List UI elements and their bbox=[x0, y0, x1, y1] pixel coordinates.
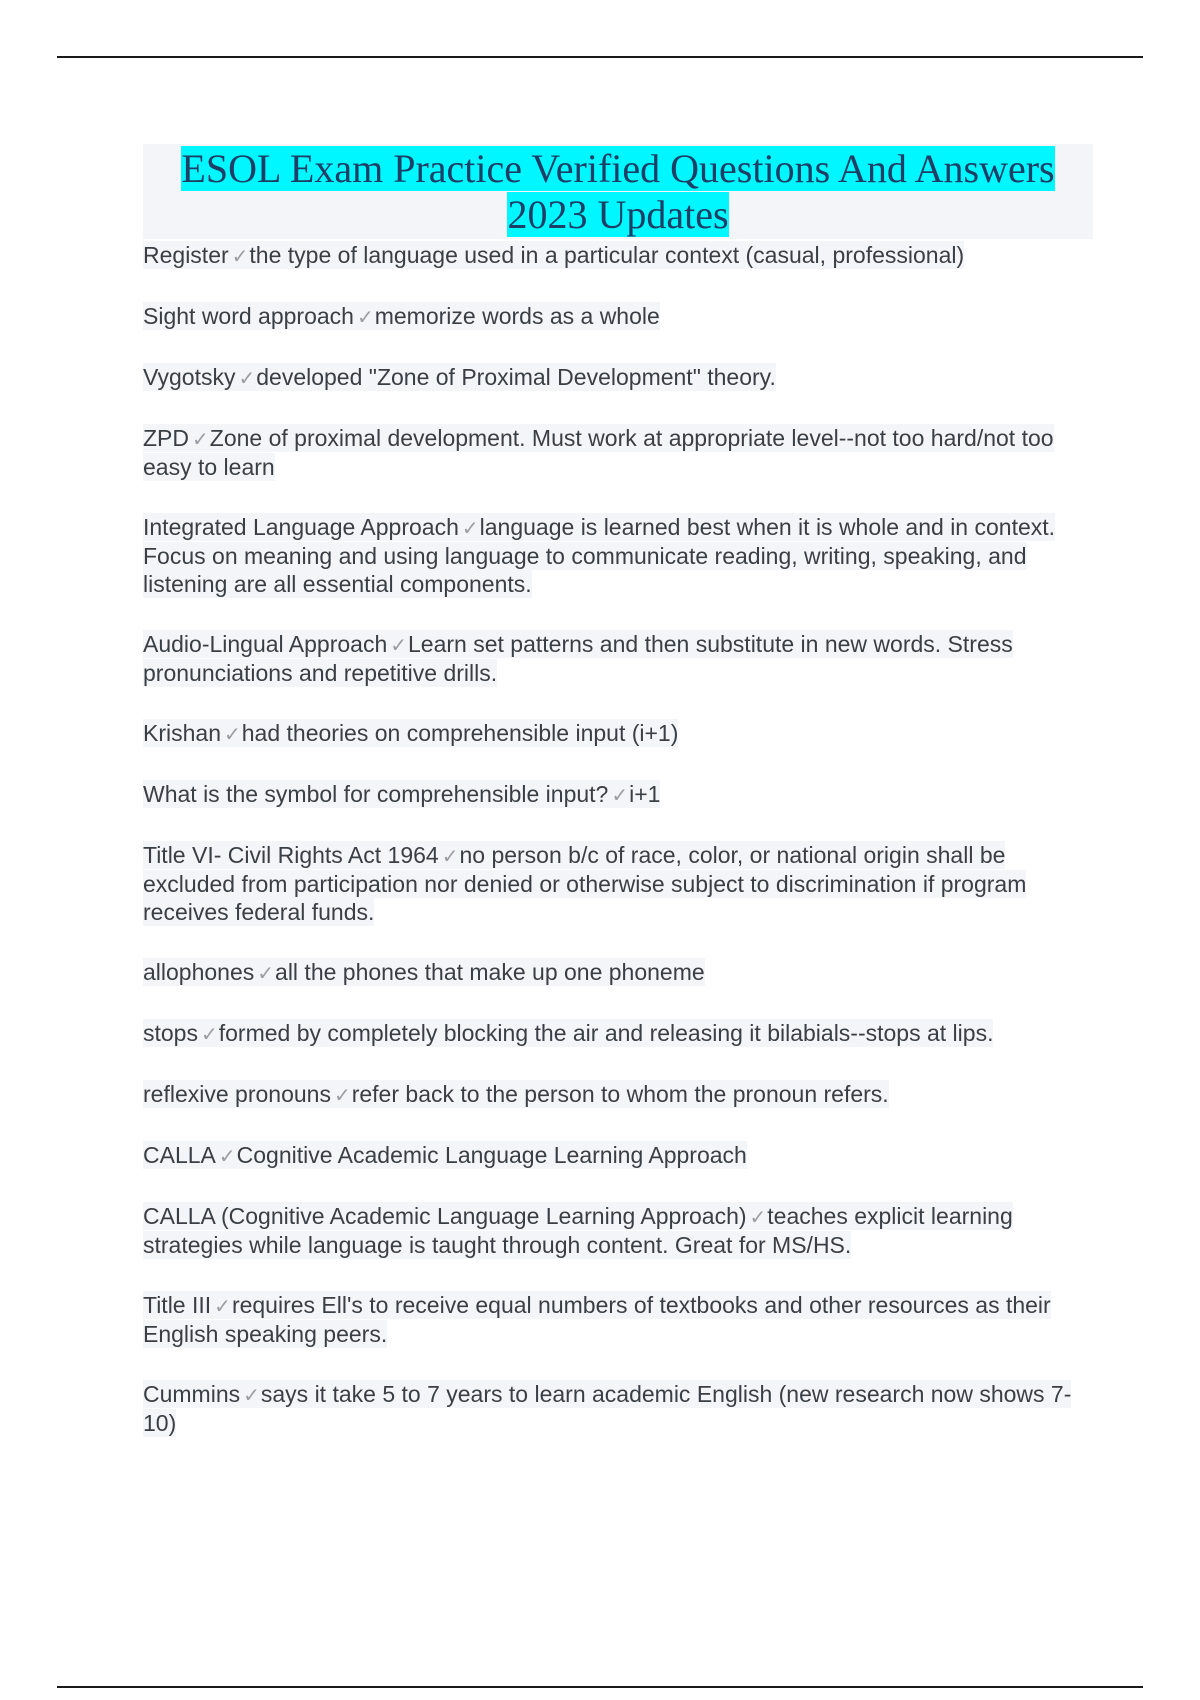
qa-answer: teaches explicit learning strategies while language is taught through content. Great for MS/HS. bbox=[143, 1203, 1013, 1258]
qa-item bbox=[143, 1141, 1093, 1170]
qa-term: What is the symbol for comprehensible input? bbox=[143, 781, 609, 807]
check-icon: ✓ bbox=[243, 1383, 260, 1407]
check-icon: ✓ bbox=[356, 305, 374, 329]
qa-term: Vygotsky bbox=[143, 364, 236, 390]
qa-answer: no person b/c of race, color, or national origin shall be excluded from participation nor denied or otherwise subject to discrimination if program receives federal funds. bbox=[143, 842, 1027, 925]
check-icon: ✓ bbox=[257, 961, 275, 985]
check-icon: ✓ bbox=[611, 783, 629, 807]
qa-item bbox=[143, 958, 1093, 987]
qa-item-text bbox=[143, 1291, 1051, 1348]
qa-term: Sight word approach bbox=[143, 303, 354, 329]
qa-answer: Cognitive Academic Language Learning Approach bbox=[236, 1142, 747, 1168]
qa-answer: Learn set patterns and then substitute in new words. Stress pronunciations and repetitive drills. bbox=[143, 631, 1013, 686]
qa-term: stops bbox=[143, 1020, 198, 1046]
qa-term: Title VI- Civil Rights Act 1964 bbox=[143, 842, 439, 868]
qa-answer: formed by completely blocking the air and releasing it bilabials--stops at lips. bbox=[218, 1020, 994, 1046]
qa-item bbox=[143, 780, 1093, 809]
qa-answer: i+1 bbox=[629, 781, 661, 807]
qa-answer: language is learned best when it is whole and in context. Focus on meaning and using language to communicate reading, writing, speaking, and listening are all essential components. bbox=[143, 514, 1056, 597]
qa-answer: memorize words as a whole bbox=[374, 303, 660, 329]
qa-item-text bbox=[143, 1019, 993, 1047]
bottom-rule bbox=[57, 1686, 1143, 1688]
qa-item bbox=[143, 719, 1093, 748]
check-icon: ✓ bbox=[333, 1083, 351, 1107]
qa-item bbox=[143, 630, 1093, 687]
check-icon: ✓ bbox=[390, 633, 408, 657]
qa-item bbox=[143, 1019, 1093, 1048]
qa-term: CALLA (Cognitive Academic Language Learning Approach) bbox=[143, 1203, 747, 1229]
qa-term: Audio-Lingual Approach bbox=[143, 631, 388, 657]
check-icon: ✓ bbox=[200, 1022, 218, 1046]
title-block bbox=[143, 144, 1093, 239]
qa-answer: requires Ell's to receive equal numbers of textbooks and other resources as their English speaking peers. bbox=[143, 1292, 1051, 1347]
check-icon: ✓ bbox=[214, 1294, 231, 1318]
qa-item-text bbox=[143, 841, 1026, 926]
check-icon: ✓ bbox=[218, 1144, 236, 1168]
qa-term: Title III bbox=[143, 1292, 212, 1318]
qa-answer: the type of language used in a particular context (casual, professional) bbox=[249, 242, 965, 268]
qa-term: ZPD bbox=[143, 425, 189, 451]
qa-item-text bbox=[143, 241, 964, 269]
qa-item-text bbox=[143, 630, 1013, 687]
qa-item-text bbox=[143, 958, 705, 986]
qa-item-text bbox=[143, 1380, 1071, 1437]
check-icon: ✓ bbox=[238, 366, 256, 390]
qa-item-text bbox=[143, 780, 660, 808]
qa-item-text bbox=[143, 719, 678, 747]
qa-term: Integrated Language Approach bbox=[143, 514, 459, 540]
qa-term: Krishan bbox=[143, 720, 221, 746]
qa-item bbox=[143, 513, 1093, 598]
qa-answer: had theories on comprehensible input (i+1) bbox=[241, 720, 679, 746]
qa-item-text bbox=[143, 513, 1055, 598]
qa-item bbox=[143, 841, 1093, 926]
qa-term: reflexive pronouns bbox=[143, 1081, 331, 1107]
qa-term: Cummins bbox=[143, 1381, 241, 1407]
check-icon: ✓ bbox=[231, 244, 249, 268]
qa-item-text bbox=[143, 302, 660, 330]
qa-item bbox=[143, 241, 1093, 270]
qa-item bbox=[143, 1080, 1093, 1109]
qa-item-text bbox=[143, 363, 776, 391]
check-icon: ✓ bbox=[441, 844, 459, 868]
qa-item bbox=[143, 1380, 1093, 1437]
qa-item bbox=[143, 302, 1093, 331]
qa-term: CALLA bbox=[143, 1142, 216, 1168]
check-icon: ✓ bbox=[749, 1205, 767, 1229]
qa-item-text bbox=[143, 1202, 1013, 1259]
document-body bbox=[143, 144, 1093, 1469]
top-rule bbox=[57, 56, 1143, 58]
qa-item bbox=[143, 1291, 1093, 1348]
check-icon: ✓ bbox=[223, 722, 241, 746]
qa-answer: developed "Zone of Proximal Development" theory. bbox=[256, 364, 776, 390]
check-icon: ✓ bbox=[461, 516, 479, 540]
qa-term: Register bbox=[143, 242, 229, 268]
document-title: ESOL Exam Practice Verified Questions And Answers 2023 Updates bbox=[181, 146, 1055, 237]
qa-term: allophones bbox=[143, 959, 255, 985]
qa-item bbox=[143, 1202, 1093, 1259]
qa-answer: all the phones that make up one phoneme bbox=[275, 959, 705, 985]
qa-item-text bbox=[143, 1141, 747, 1169]
qa-item bbox=[143, 424, 1093, 481]
qa-item-text bbox=[143, 424, 1054, 481]
qa-answer: says it take 5 to 7 years to learn academic English (new research now shows 7-10) bbox=[143, 1381, 1072, 1436]
qa-item bbox=[143, 363, 1093, 392]
qa-answer: refer back to the person to whom the pronoun refers. bbox=[351, 1081, 889, 1107]
qa-list bbox=[143, 241, 1093, 1437]
check-icon: ✓ bbox=[192, 427, 209, 451]
qa-answer: Zone of proximal development. Must work at appropriate level--not too hard/not too easy to learn bbox=[143, 425, 1054, 480]
qa-item-text bbox=[143, 1080, 889, 1108]
